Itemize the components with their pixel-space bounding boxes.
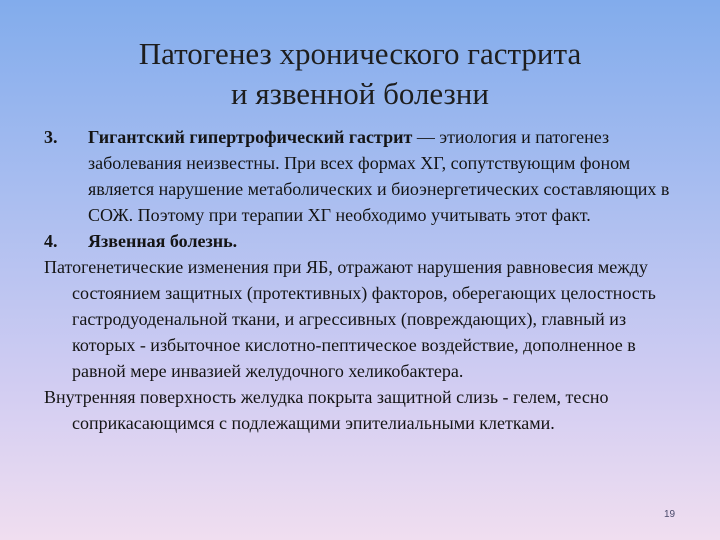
list-item-number: 3. bbox=[44, 127, 58, 147]
paragraph-mucus: Внутренняя поверхность желудка покрыта защитной слизь - гелем, тесно соприкасающимся с подлежащими эпителиальными клетками. bbox=[44, 387, 609, 433]
list-item-lead: Язвенная болезнь. bbox=[88, 231, 238, 251]
slide-body bbox=[44, 124, 684, 436]
slide-title bbox=[0, 34, 720, 114]
list-item-body: — этиология и патогенез заболевания неизвестны. При всех формах ХГ, сопутствующим фоном является нарушение метаболических и биоэнергетических составляющих в СОЖ. Поэтому при терапии ХГ необходимо учитывать этот факт. bbox=[88, 127, 670, 225]
list-item-lead: Гигантский гипертрофический гастрит bbox=[88, 127, 413, 147]
list-item-4 bbox=[44, 228, 684, 254]
page-number: 19 bbox=[664, 509, 676, 520]
slide-title-line-1: Патогенез хронического гастрита bbox=[138, 36, 582, 71]
list-item-3 bbox=[44, 124, 684, 228]
slide-title-line-2: и язвенной болезни bbox=[231, 76, 489, 111]
paragraph-pathogenesis: Патогенетические изменения при ЯБ, отражают нарушения равновесия между состоянием защитных (протективных) факторов, оберегающих целостность гастродуоденальной ткани, и агрессивных (повреждающих), главный из которых - избыточное кислотно-пептическое воздействие, дополненное в равной мере инвазией желудочного хеликобактера. bbox=[44, 257, 656, 381]
list-item-text bbox=[88, 228, 684, 254]
list-item-text bbox=[88, 124, 684, 228]
list-item-number: 4. bbox=[44, 231, 58, 251]
